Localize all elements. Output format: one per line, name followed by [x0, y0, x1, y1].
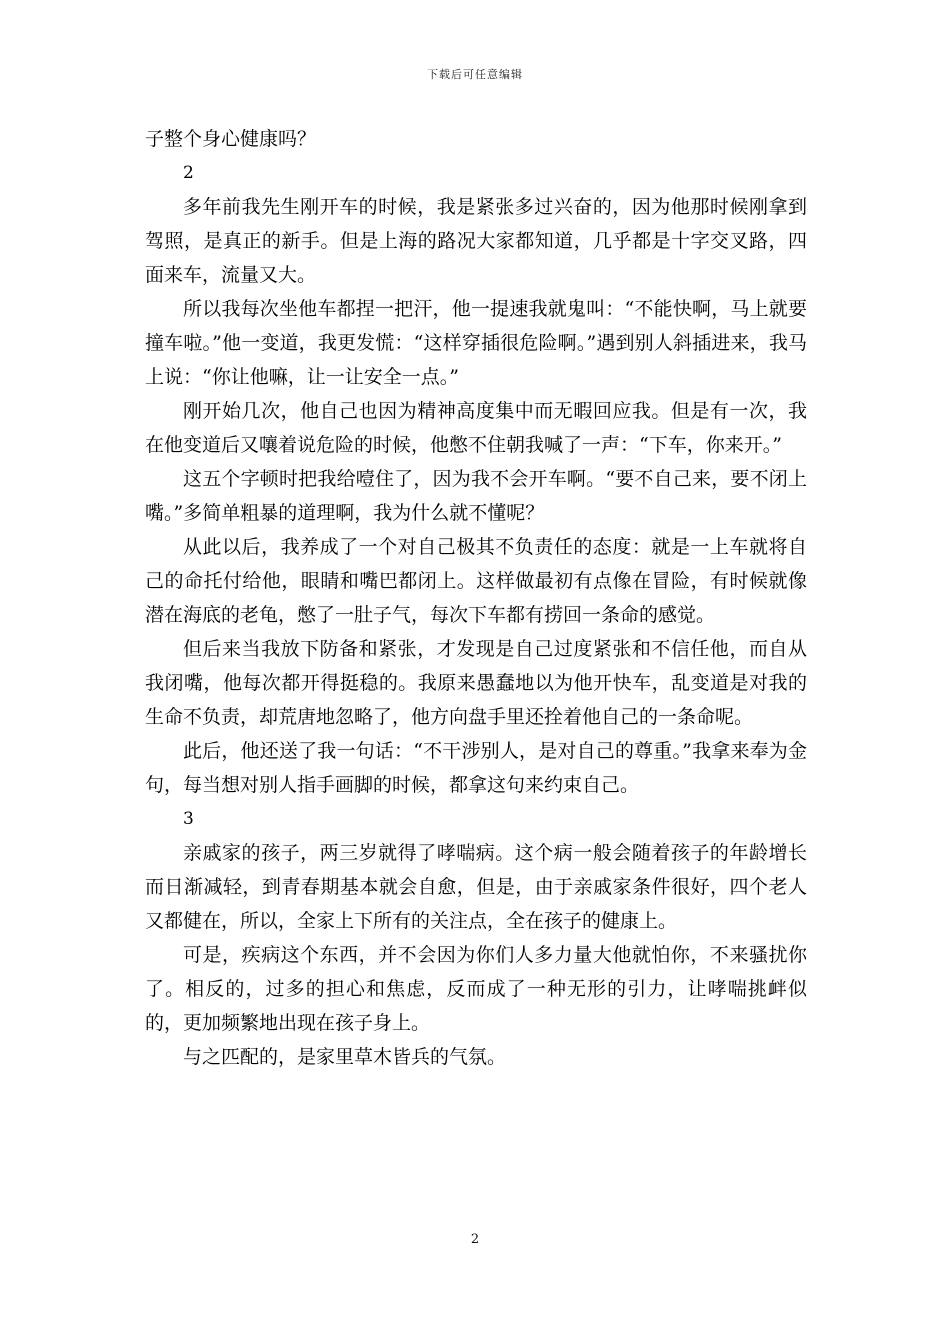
paragraph: 但后来当我放下防备和紧张，才发现是自己过度紧张和不信任他，而自从我闭嘴，他每次都开得挺稳的。我原来愚蠢地以为他开快车，乱变道是对我的生命不负责，却荒唐地忽略了，他方向盘手里还拴着他自己的一条命呢。: [145, 638, 807, 728]
paragraph: 从此以后，我养成了一个对自己极其不负责任的态度：就是一上车就将自己的命托付给他，眼睛和嘴巴都闭上。这样做最初有点像在冒险，有时候就像潜在海底的老龟，憋了一肚子气，每次下车都有捞回一条命的感觉。: [145, 536, 807, 626]
page-header: 下载后可任意编辑: [427, 68, 523, 81]
paragraph: 此后，他还送了我一句话：“不干涉别人，是对自己的尊重。”我拿来奉为金句，每当想对别人指手画脚的时候，都拿这句来约束自己。: [145, 740, 807, 796]
paragraph: 这五个字顿时把我给噎住了，因为我不会开车啊。“要不自己来，要不闭上嘴。”多简单粗暴的道理啊，我为什么就不懂呢？: [145, 468, 807, 524]
paragraph: 可是，疾病这个东西，并不会因为你们人多力量大他就怕你，不来骚扰你了。相反的，过多的担心和焦虑，反而成了一种无形的引力，让哮喘挑衅似的，更加频繁地出现在孩子身上。: [145, 944, 807, 1034]
paragraph: 亲戚家的孩子，两三岁就得了哮喘病。这个病一般会随着孩子的年龄增长而日渐减轻，到青春期基本就会自愈，但是，由于亲戚家条件很好，四个老人又都健在，所以，全家上下所有的关注点，全在孩子的健康上。: [145, 842, 807, 932]
paragraph: 多年前我先生刚开车的时候，我是紧张多过兴奋的，因为他那时候刚拿到驾照，是真正的新手。但是上海的路况大家都知道，几乎都是十字交叉路，四面来车，流量又大。: [145, 196, 807, 286]
document-body: [145, 122, 807, 1074]
paragraph: 刚开始几次，他自己也因为精神高度集中而无暇回应我。但是有一次，我在他变道后又嚷着说危险的时候，他憋不住朝我喊了一声：“下车，你来开。”: [145, 400, 807, 456]
paragraph: 所以我每次坐他车都捏一把汗，他一提速我就鬼叫：“不能快啊，马上就要撞车啦。”他一变道，我更发慌：“这样穿插很危险啊。”遇到别人斜插进来，我马上说：“你让他嘛，让一让安全一点。”: [145, 298, 807, 388]
paragraph-continuation: 子整个身心健康吗？: [145, 128, 317, 150]
paragraph: 与之匹配的，是家里草木皆兵的气氛。: [183, 1046, 507, 1068]
page-number: 2: [470, 1232, 480, 1247]
section-number-3: 3: [183, 809, 194, 829]
section-number-2: 2: [183, 163, 194, 183]
